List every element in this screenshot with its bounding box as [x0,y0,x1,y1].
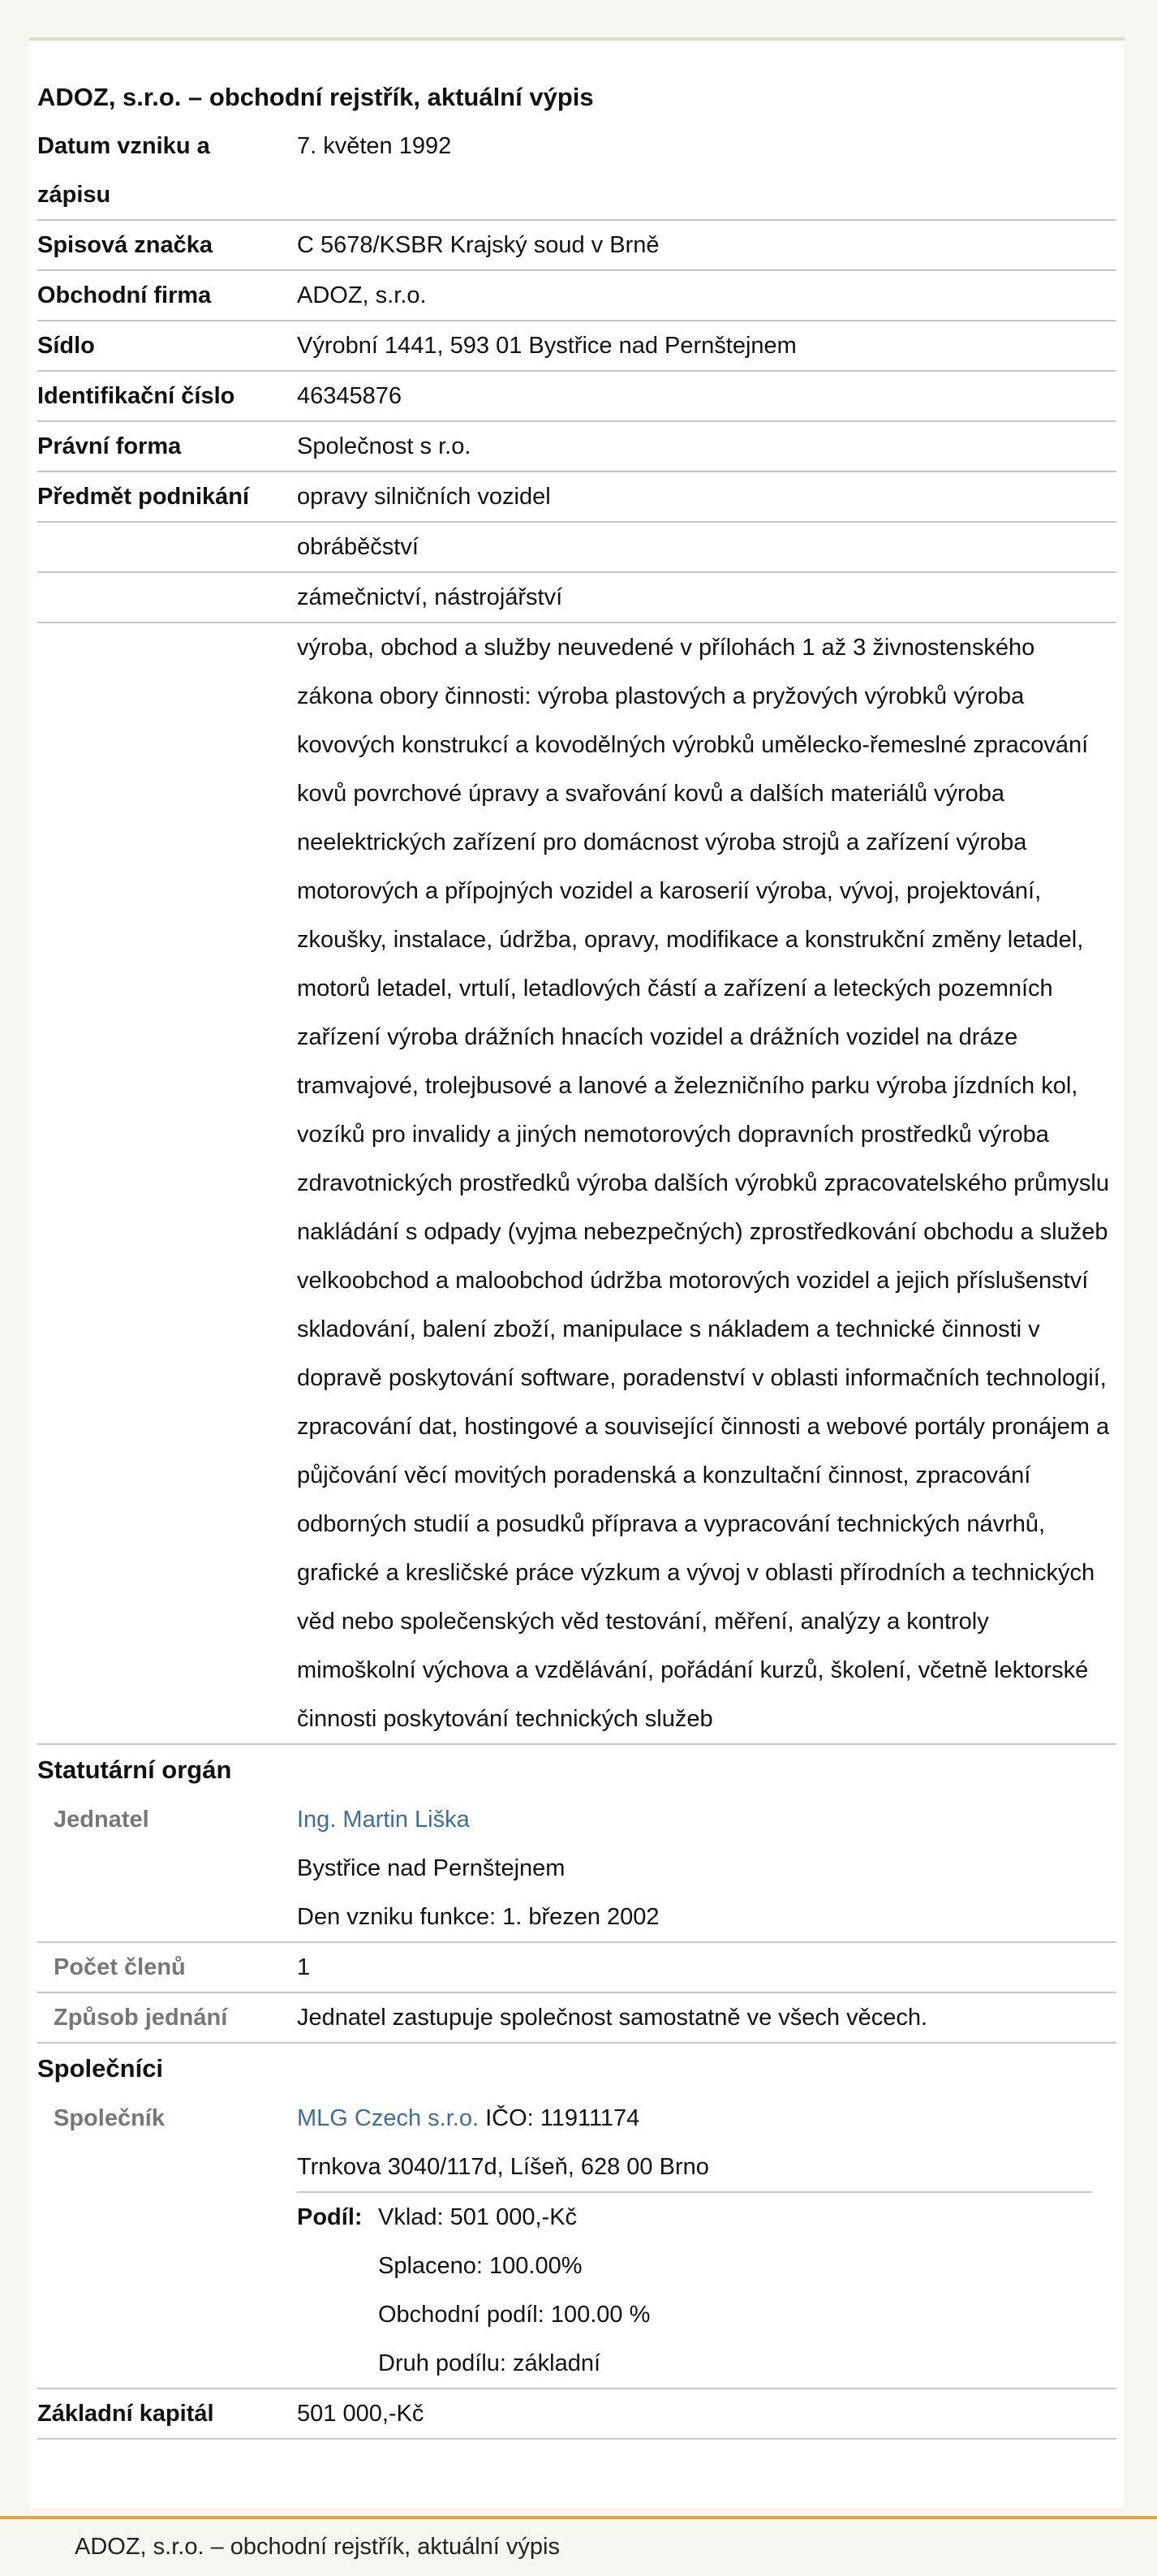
row-value: 1 [297,1954,311,1980]
row-predmet-item [37,573,1116,623]
row-identifikacni-cislo [37,372,1116,422]
register-extract [37,73,1116,2440]
row-label: Jednatel [54,1807,149,1833]
row-label: Způsob jednání [54,2005,228,2031]
row-pocet-clenu [37,1943,1116,1993]
row-zakladni-kapital [37,2389,1116,2440]
row-jednatel [37,1795,1116,1943]
row-datum-vzniku [37,122,1116,221]
spolecnik-ico: IČO: 11911174 [479,2105,640,2131]
row-obchodni-firma [37,271,1116,321]
row-label: Počet členů [54,1954,186,1980]
row-predmet-item [37,523,1116,573]
predmet-item: obráběčství [297,534,419,560]
podil-obchodni: Obchodní podíl: 100.00 % [378,2302,651,2328]
row-value: Společnost s r.o. [297,433,471,459]
row-value: 46345876 [297,383,402,409]
section-title-statutarni-organ: Statutární orgán [37,1755,232,1784]
jednatel-name-link[interactable]: Ing. Martin Liška [297,1807,470,1833]
row-value: 501 000,-Kč [297,2401,424,2427]
row-value: ADOZ, s.r.o. [297,282,427,308]
predmet-item: zámečnictví, nástrojářství [297,584,563,610]
row-zpusob-jednani [37,1993,1116,2044]
podil-druh: Druh podílu: základní [378,2350,601,2376]
row-label: Spisová značka [37,232,213,258]
row-predmet-item [37,623,1116,1745]
empty-label [37,523,297,571]
spolecnik-name-link[interactable]: MLG Czech s.r.o. [297,2105,480,2131]
row-label: Datum vzniku a zápisu [37,133,210,208]
podil-splaceno: Splaceno: 100.00% [378,2253,583,2279]
footer-rule [0,2516,1157,2519]
row-value: C 5678/KSBR Krajský soud v Brně [297,232,660,258]
podil-values [378,2193,650,2388]
footer-title: ADOZ, s.r.o. – obchodní rejstřík, aktuální výpis [75,2534,560,2560]
row-sidlo [37,321,1116,372]
empty-label [37,623,297,1743]
row-spisova-znacka [37,221,1116,271]
page-title: ADOZ, s.r.o. – obchodní rejstřík, aktuální výpis [37,83,594,111]
jednatel-city: Bystřice nad Pernštejnem [297,1855,566,1881]
podil-vklad: Vklad: 501 000,-Kč [378,2204,578,2230]
row-label: Společník [54,2105,165,2131]
register-extract-panel [29,41,1125,2508]
podil-block [297,2191,1092,2388]
jednatel-since: Den vzniku funkce: 1. březen 2002 [297,1904,660,1930]
row-predmet-podnikani [37,472,1116,523]
podil-label: Podíl: [297,2204,363,2230]
empty-label [37,573,297,622]
jednatel-details [297,1795,1116,1941]
row-label: Identifikační číslo [37,383,235,409]
row-value: Jednatel zastupuje společnost samostatně ve všech věcech. [297,2005,928,2031]
row-value: 7. květen 1992 [297,133,452,159]
row-label: Právní forma [37,433,182,459]
predmet-item: opravy silničních vozidel [297,484,551,510]
spolecnik-address: Trnkova 3040/117d, Líšeň, 628 00 Brno [297,2154,709,2180]
spolecnik-line [297,2094,1116,2143]
row-label: Předmět podnikání [37,484,250,510]
predmet-item: výroba, obchod a služby neuvedené v přílohách 1 až 3 živnostenského zákona obory činnosti: výroba plastových a pryžových výrobků výroba kovových konstrukcí a kovodělných výrobků umělecko-řemeslné zpracování kovů povrchové úpravy a svařování kovů a dalších materiálů výroba neelektrických zařízení pro domácnost výroba strojů a zařízení výroba motorových a přípojných vozidel a karoserií výroba, vývoj, projektování, zkoušky, instalace, údržba, opravy, modifikace a konstrukční změny letadel, motorů letadel, vrtulí, letadlových částí a zařízení a leteckých pozemních zařízení výroba drážních hnacích vozidel a drážních vozidel na dráze tramvajové, trolejbusové a lanové a železničního parku výroba jízdních kol, vozíků pro invalidy a jiných nemotorových dopravních prostředků výroba zdravotnických prostředků výroba dalších výrobků zpracovatelského průmyslu nakládání s odpady (vyjma nebezpečných) zprostředkování obchodu a služeb velkoobchod a maloobchod údržba motorových vozidel a jejich příslušenství skladování, balení zboží, manipulace s nákladem a technické činnosti v dopravě poskytování software, poradenství v oblasti informačních technologií, zpracování dat, hostingové a související činnosti a webové portály pronájem a půjčování věcí movitých poradenská a konzultační činnost, zpracování odborných studií a posudků příprava a vypracování technických návrhů, grafické a kresličské práce výzkum a vývoj v oblasti přírodních a technických věd nebo společenských věd testování, měření, analýzy a kontroly mimoškolní výchova a vzdělávání, pořádání kurzů, školení, včetně lektorské činnosti poskytování technických služeb [297,635,1110,1732]
row-spolecnik [37,2094,1116,2389]
row-label: Základní kapitál [37,2401,214,2427]
row-label: Obchodní firma [37,282,212,308]
spolecnik-details [297,2094,1116,2388]
row-value: Výrobní 1441, 593 01 Bystřice nad Pernštejnem [297,333,797,359]
row-label: Sídlo [37,333,95,359]
section-title-spolecnici: Společníci [37,2054,164,2083]
row-pravni-forma [37,422,1116,472]
